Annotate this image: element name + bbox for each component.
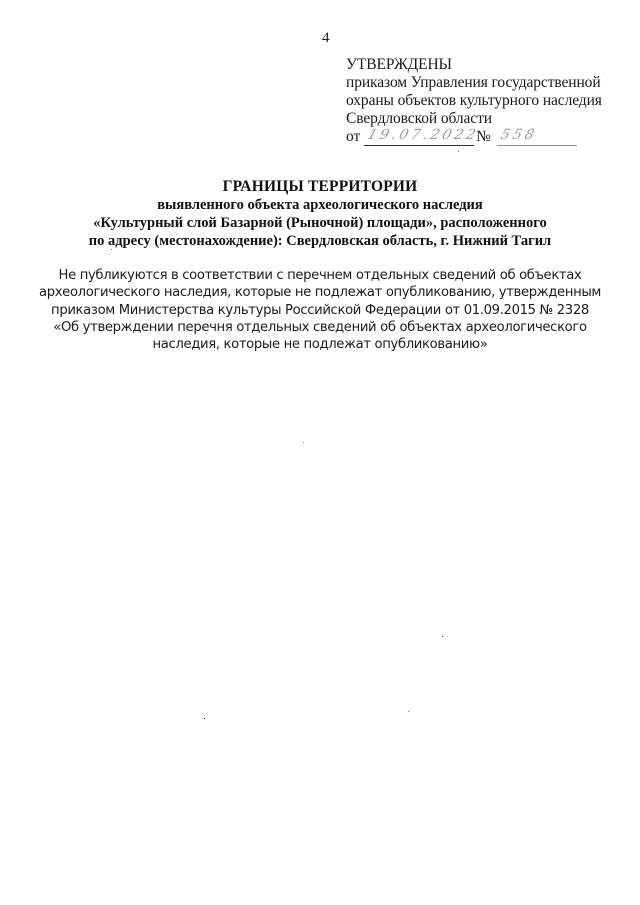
document-subtitle-line: по адресу (местонахождение): Свердловская область, г. Нижний Тагил xyxy=(88,233,552,249)
scan-speck xyxy=(204,718,205,719)
document-title-block xyxy=(0,178,640,250)
handwritten-date: 19.07.2022 xyxy=(365,127,481,143)
scan-speck xyxy=(303,442,304,443)
scan-speck xyxy=(408,711,409,712)
notice-line: археологического наследия, которые не подлежат опубликованию, утвержденным xyxy=(38,285,602,301)
scan-speck xyxy=(442,636,443,637)
number-field xyxy=(497,129,577,146)
publication-notice xyxy=(0,267,640,353)
approval-date-number-row xyxy=(346,128,626,146)
notice-line: Не публикуются в соответствии с перечнем отдельных сведений об объектах xyxy=(58,268,582,283)
notice-line: «Об утверждении перечня отдельных сведений об объектах археологического xyxy=(53,319,587,335)
page-number: 4 xyxy=(322,30,330,46)
date-field xyxy=(364,127,481,146)
approval-heading: УТВЕРЖДЕНЫ xyxy=(346,56,452,73)
scan-speck xyxy=(458,151,459,152)
approval-line: охраны объектов культурного наследия xyxy=(346,92,602,109)
number-prefix: № xyxy=(476,128,491,145)
scan-speck xyxy=(111,249,112,250)
approval-line: приказом Управления государственной xyxy=(346,74,601,91)
document-subtitle-line: «Культурный слой Базарной (Рыночной) площади», расположенного xyxy=(93,215,547,231)
approval-stamp xyxy=(346,56,626,146)
notice-line: приказом Министерства культуры Российской Федерации от 01.09.2015 № 2328 xyxy=(51,302,589,318)
date-prefix: от xyxy=(346,128,361,145)
notice-line: наследия, которые не подлежат опубликованию» xyxy=(152,337,488,353)
document-subtitle-line: выявленного объекта археологического наследия xyxy=(157,197,483,213)
handwritten-number: 558 xyxy=(498,127,539,143)
document-title: ГРАНИЦЫ ТЕРРИТОРИИ xyxy=(222,178,418,195)
approval-line: Свердловской области xyxy=(346,110,492,127)
